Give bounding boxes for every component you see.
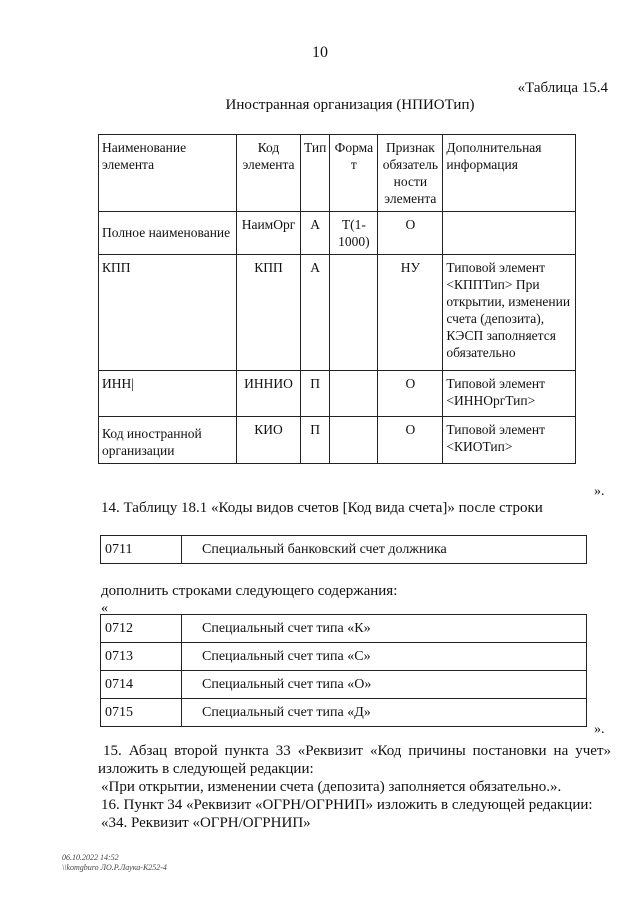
supplement-text: дополнить строками следующего содержания:	[101, 583, 398, 599]
cell-code: 0711	[101, 536, 182, 564]
header-cell: Наименование элемента	[99, 135, 237, 212]
cell-format	[330, 417, 378, 464]
cell-name: ИНН|	[99, 371, 237, 417]
cell-required: О	[378, 417, 443, 464]
item-14-text: 14. Таблицу 18.1 «Коды видов счетов [Код вида счета]» после строки	[101, 500, 543, 516]
item-15-line-3: «При открытии, изменении счета (депозита) заполняется обязательно.».	[101, 779, 562, 795]
opening-quote: «	[101, 601, 108, 616]
cell-required: НУ	[378, 255, 443, 371]
cell-type: П	[301, 371, 330, 417]
new-codes-table	[100, 614, 587, 727]
existing-code-table	[100, 535, 587, 564]
item-16-line-2: «34. Реквизит «ОГРН/ОГРНИП»	[101, 815, 311, 831]
table-row	[101, 536, 587, 564]
closing-quote: ».	[594, 484, 605, 499]
header-cell: Форма т	[330, 135, 378, 212]
cell-format	[330, 255, 378, 371]
header-cell: Дополнительная информация	[443, 135, 576, 212]
table-row	[101, 671, 587, 699]
footer-stamp	[62, 853, 167, 873]
footer-date: 06.10.2022 14:52	[62, 853, 119, 862]
cell-name: Полное наименование	[99, 212, 237, 255]
cell-info: Типовой элемент <КИОТип>	[443, 417, 576, 464]
cell-required: О	[378, 212, 443, 255]
table-row	[99, 417, 576, 464]
cell-code: НаимОрг	[237, 212, 301, 255]
cell-info: Типовой элемент <ИННОргТип>	[443, 371, 576, 417]
cell-required: О	[378, 371, 443, 417]
cell-type: А	[301, 212, 330, 255]
cell-name: Специальный счет типа «К»	[182, 615, 587, 643]
item-15-line-2: изложить в следующей редакции:	[98, 761, 314, 777]
cell-type: П	[301, 417, 330, 464]
element-table	[98, 134, 576, 464]
cell-code: ИННИО	[237, 371, 301, 417]
footer-path: \\komgburo ЛО.Р.Лаука-К252-4	[62, 863, 167, 872]
table-row	[99, 255, 576, 371]
cell-name: Специальный банковский счет должника	[182, 536, 587, 564]
table-row	[99, 371, 576, 417]
cell-info: Типовой элемент <КППТип> При открытии, изменении счета (депозита), КЭСП заполняется обязательно	[443, 255, 576, 371]
table-row	[101, 615, 587, 643]
closing-quote: ».	[594, 722, 605, 737]
table-title: Иностранная организация (НПИОТип)	[225, 97, 475, 113]
header-cell: Тип	[301, 135, 330, 212]
item-15-line-1: 15. Абзац второй пункта 33 «Реквизит «Код причины постановки на учет»	[103, 743, 611, 759]
cell-name: КПП	[99, 255, 237, 371]
cell-name: Специальный счет типа «С»	[182, 643, 587, 671]
cell-name: Специальный счет типа «Д»	[182, 699, 587, 727]
cell-type: А	[301, 255, 330, 371]
cell-format: Т(1-1000)	[330, 212, 378, 255]
cell-code: КИО	[237, 417, 301, 464]
table-label: «Таблица 15.4	[517, 80, 608, 96]
header-cell: Признак обязатель ности элемента	[378, 135, 443, 212]
cell-name: Код иностранной организации	[99, 417, 237, 464]
cell-code: КПП	[237, 255, 301, 371]
cell-code: 0714	[101, 671, 182, 699]
cell-code: 0715	[101, 699, 182, 727]
item-16-line-1: 16. Пункт 34 «Реквизит «ОГРН/ОГРНИП» изложить в следующей редакции:	[101, 797, 593, 813]
header-cell: Код элемента	[237, 135, 301, 212]
table-row	[101, 699, 587, 727]
cell-code: 0712	[101, 615, 182, 643]
table-header-row	[99, 135, 576, 212]
table-row	[99, 212, 576, 255]
cell-name: Специальный счет типа «О»	[182, 671, 587, 699]
cell-format	[330, 371, 378, 417]
table-row	[101, 643, 587, 671]
page-number: 10	[312, 44, 328, 61]
cell-code: 0713	[101, 643, 182, 671]
cell-info	[443, 212, 576, 255]
